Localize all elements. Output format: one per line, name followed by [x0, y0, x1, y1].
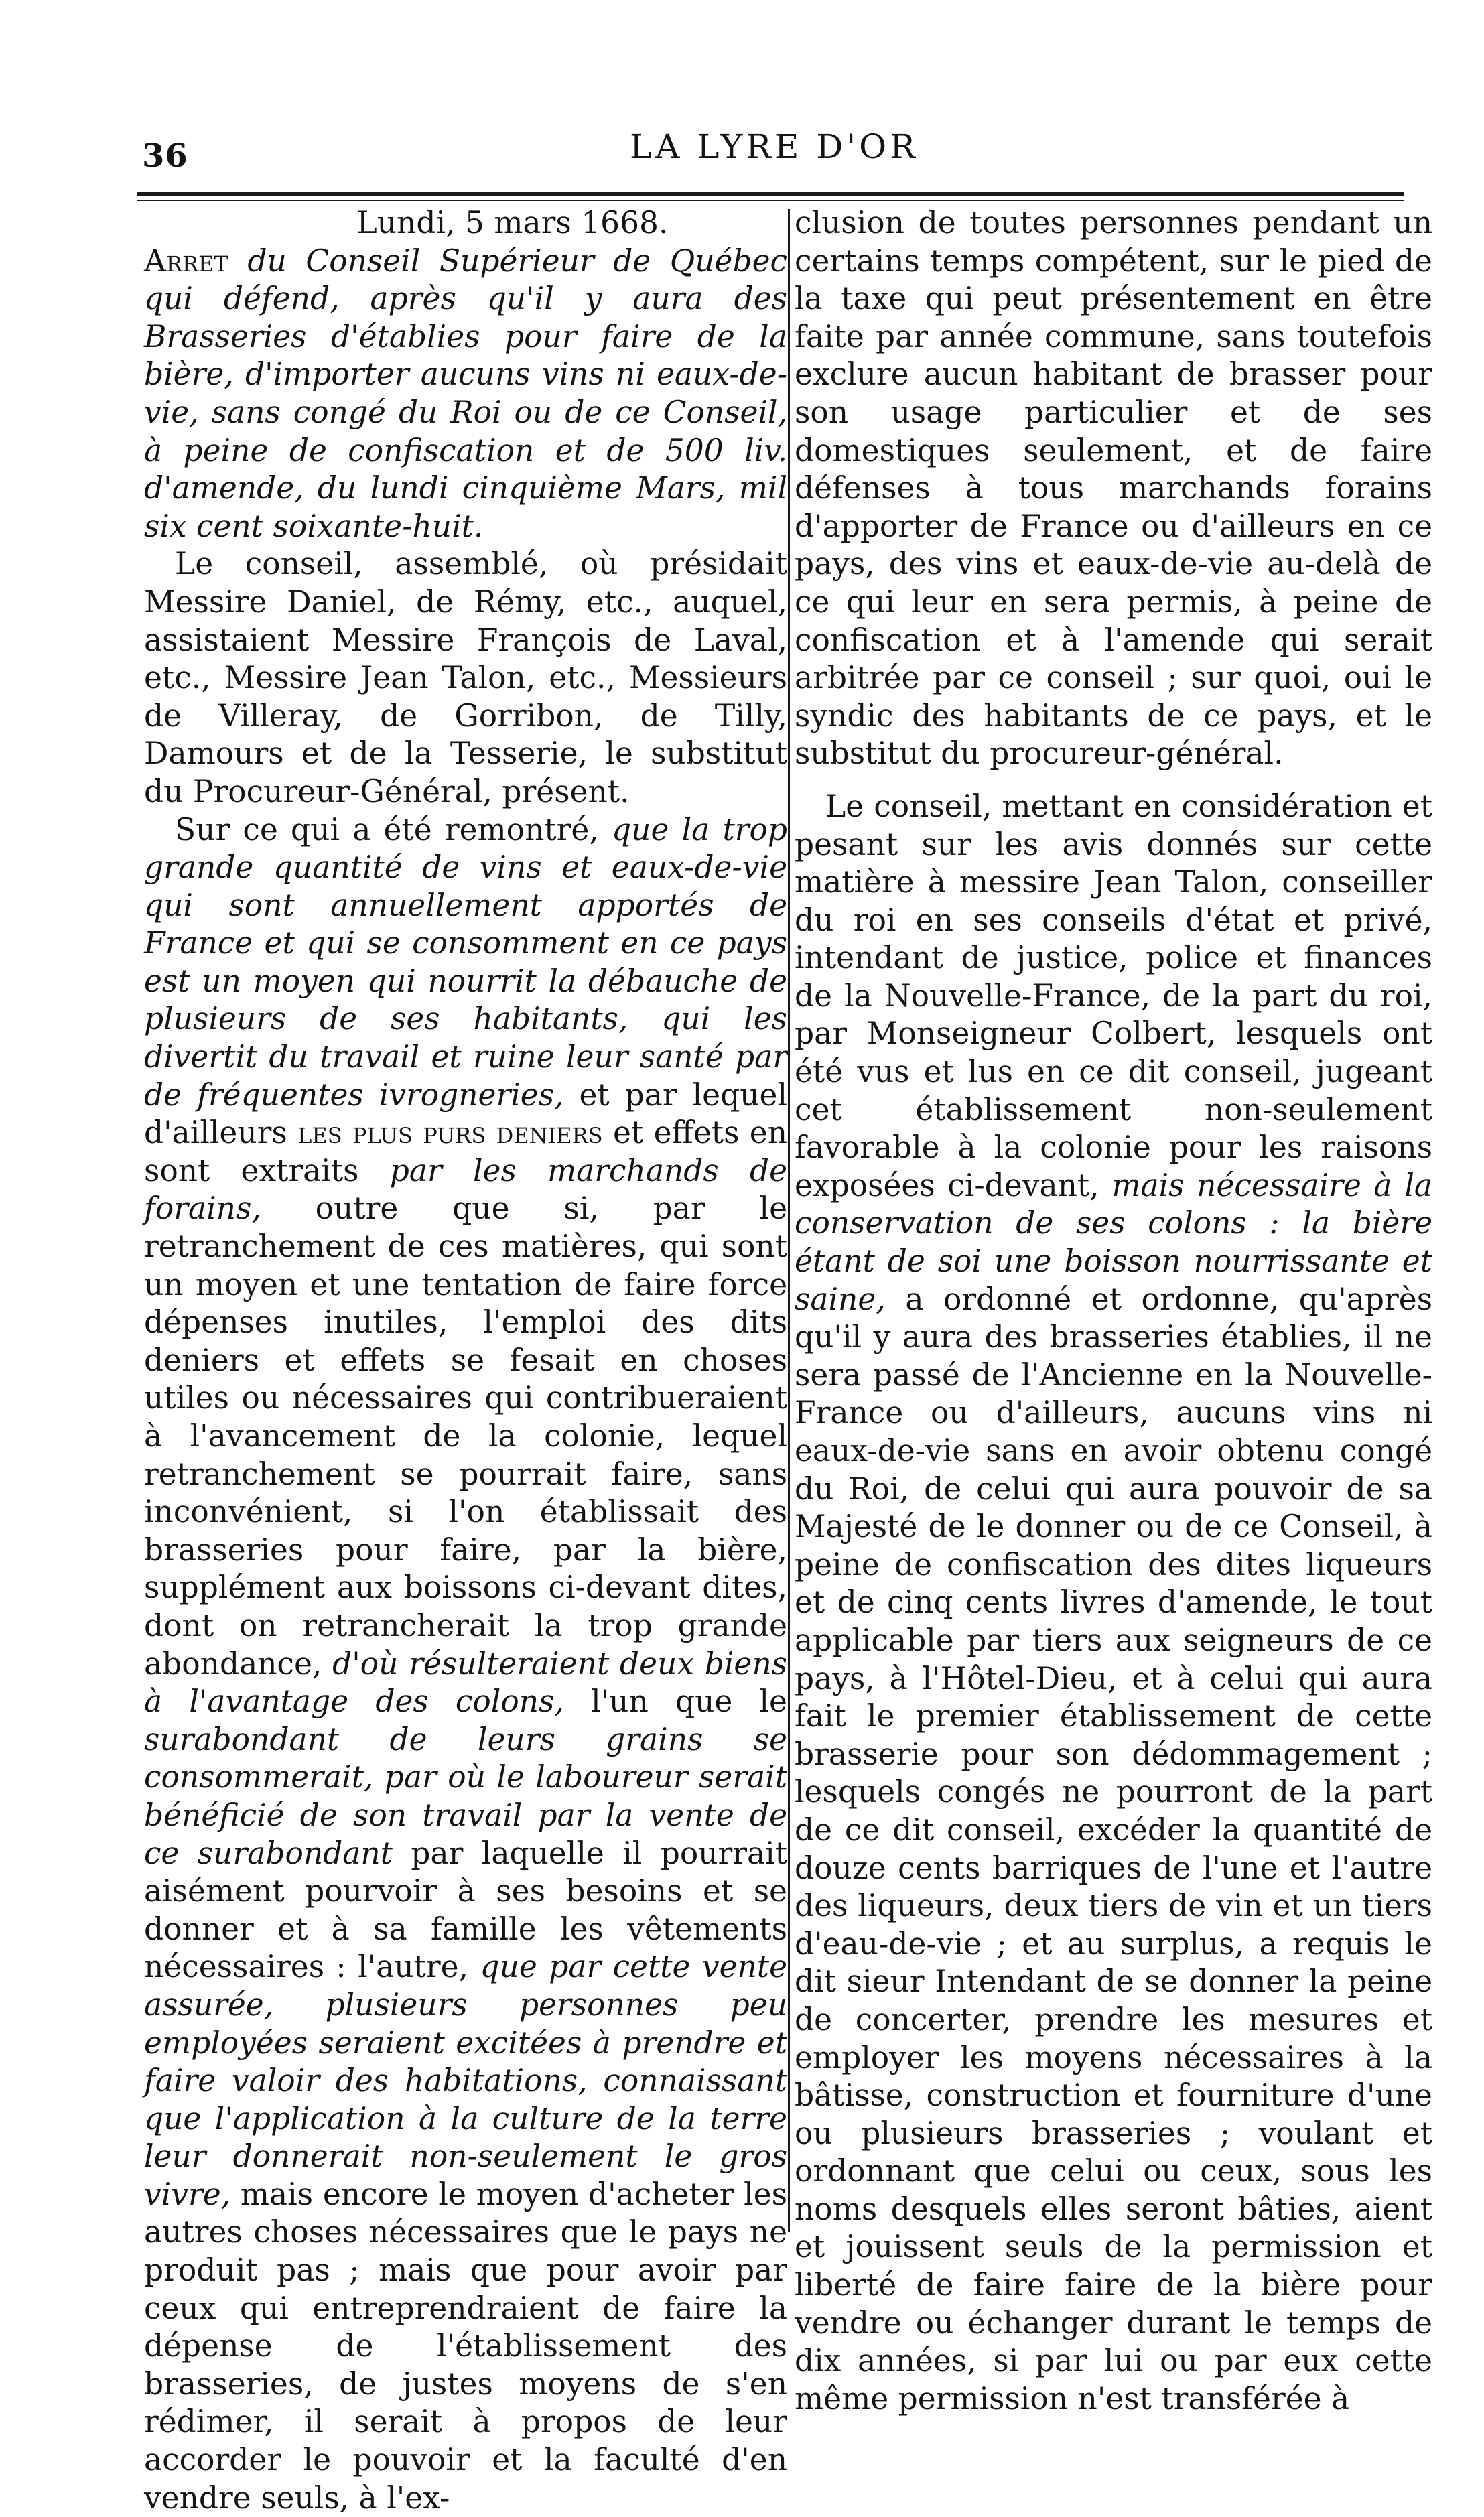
arret-title: du Conseil Supérieur de Québec qui défend, après qu'il y aura des Brasseries d'établies pour faire de la bière, d'importer aucuns vins ni eaux-de-vie, sans congé du Roi ou de ce Conseil, à peine de confiscation et de 500 liv. d'amende, du lundi cinquième Mars, mil six cent soixante-huit. — [144, 243, 787, 544]
remontrance-quote-2: par les marchands de forains, — [144, 1153, 787, 1227]
header-rule — [137, 192, 1404, 196]
remontrance-quote-1: que la trop grande quantité de vins et eaux-de-vie qui sont annuellement apportés de France et qui se consomment en ce pays est un moyen qui nourrit la débauche de plusieurs de ses habitants, qui les divertit du travail et ruine leur santé par de fréquentes ivrogneries, — [144, 812, 787, 1113]
remontrance-lead: Sur ce qui a été remontré, — [175, 812, 599, 847]
remontrance-quote-3: d'où résulteraient deux biens à l'avantage des colons, — [144, 1646, 787, 1720]
continuation-paragraph: clusion de toutes personnes pendant un certains temps compétent, sur le pied de la taxe qui peut présentement en être faite par année commune, sans toutefois exclure aucun habitant de brasser pour son usage particulier et de ses domestiques seulement, et de faire défenses à tous marchands forains d'apporter de France ou d'ailleurs en ce pays, des vins et eaux-de-vie au-delà de ce qui leur en sera permis, à peine de confiscation et à l'amende qui serait arbitrée par ce conseil ; sur quoi, oui le syndic des habitants de ce pays, et le substitut du procureur-général. — [795, 204, 1432, 773]
remontrance-paragraph — [144, 811, 787, 2517]
running-title: LA LYRE D'OR — [630, 127, 919, 166]
remontrance-text-1: et par lequel d'ailleurs — [144, 1077, 787, 1151]
decision-lead: Le conseil, mettant en considération et pesant sur les avis donnés sur cette matière à messire Jean Talon, conseiller du roi en ses conseils d'état et privé, intendant de justice, police et finances de la Nouvelle-France, de la part du roi, par Monseigneur Colbert, lesquels ont été vus et lus en ce dit conseil, jugeant cet établissement non-seulement favorable à la colonie pour les raisons exposées ci-devant, — [795, 789, 1432, 1203]
remontrance-end: mais encore le moyen d'acheter les autres choses nécessaires que le pays ne produit pas ; mais que pour avoir par ceux qui entreprendraient de faire la dépense de l'établissement des brasseries, de justes moyens de s'en rédimer, il serait à propos de leur accorder le pouvoir et la faculté d'en vendre seuls, à l'ex- — [144, 2177, 787, 2516]
remontrance-text-4: l'un que le — [591, 1684, 787, 1719]
arret-word: Arret — [144, 243, 228, 279]
remontrance-quote-5: que par cette vente assurée, plusieurs personnes peu employées seraient excitées à prendre et faire valoir des habitations, connaissant que l'application à la culture de la terre leur donnerait non-seulement le gros vivre, — [144, 1949, 787, 2212]
decision-quote: mais nécessaire à la conservation de ses colons : la bière étant de soi une boisson nourrissante et saine, — [795, 1168, 1432, 1317]
session-paragraph: Le conseil, assemblé, où présidait Messire Daniel, de Rémy, etc., auquel, assistaient Messire François de Laval, etc., Messire Jean Talon, etc., Messieurs de Villeray, de Gorribon, de Tilly, Damours et de la Tesserie, le substitut du Procureur-Général, présent. — [144, 545, 787, 811]
right-column — [795, 204, 1432, 2418]
date-line: Lundi, 5 mars 1668. — [144, 204, 787, 243]
remontrance-text-5: par laquelle il pourrait aisément pourvoir à ses besoins et se donner et à sa famille les vêtements nécessaires : l'autre, — [144, 1836, 787, 1985]
remontrance-quote-4: surabondant de leurs grains se consommerait, par où le laboureur serait bénéficié de son travail par la vente de ce surabondant — [144, 1722, 787, 1871]
page-number: 36 — [142, 137, 188, 175]
arret-heading — [144, 243, 787, 546]
remontrance-smallcaps: les plus purs deniers — [297, 1115, 603, 1150]
remontrance-text-2: et effets en sont extraits — [144, 1115, 787, 1188]
column-divider — [788, 209, 790, 2232]
left-column — [144, 204, 787, 2517]
header-rule-thin — [137, 200, 1404, 201]
decision-paragraph — [795, 788, 1432, 2419]
remontrance-text-3: outre que si, par le retranchement de ces matières, qui sont un moyen et une tentation de faire force dépenses inutiles, l'emploi des dits deniers et effets se fesait en choses utiles ou nécessaires qui contribueraient à l'avancement de la colonie, lequel retranchement se pourrait faire, sans inconvénient, si l'on établissait des brasseries pour faire, par la bière, supplément aux boissons ci-devant dites, dont on retrancherait la trop grande abondance, — [144, 1191, 787, 1681]
decision-rest: a ordonné et ordonne, qu'après qu'il y aura des brasseries établies, il ne sera passé de l'Ancienne en la Nouvelle-France ou d'ailleurs, aucuns vins ni eaux-de-vie sans en avoir obtenu congé du Roi, de celui qui aura pouvoir de sa Majesté de le donner ou de ce Conseil, à peine de confiscation des dites liqueurs et de cinq cents livres d'amende, le tout applicable par tiers aux seigneurs de ce pays, à l'Hôtel-Dieu, et à celui qui aura fait le premier établissement de cette brasserie pour son dédommagement ; lesquels congés ne pourront de la part de ce dit conseil, excéder la quantité de douze cents barriques de l'une et l'autre des liqueurs, deux tiers de vin et un tiers d'eau-de-vie ; et au surplus, a requis le dit sieur Intendant de se donner la peine de concerter, prendre les mesures et employer les moyens nécessaires à la bâtisse, construction et fourniture d'une ou plusieurs brasseries ; voulant et ordonnant que celui ou ceux, sous les noms desquels elles seront bâties, aient et jouissent seuls de la permission et liberté de faire faire de la bière pour vendre ou échanger durant le temps de dix années, si par lui ou par eux cette même permission n'est transférée à — [795, 1282, 1432, 2417]
